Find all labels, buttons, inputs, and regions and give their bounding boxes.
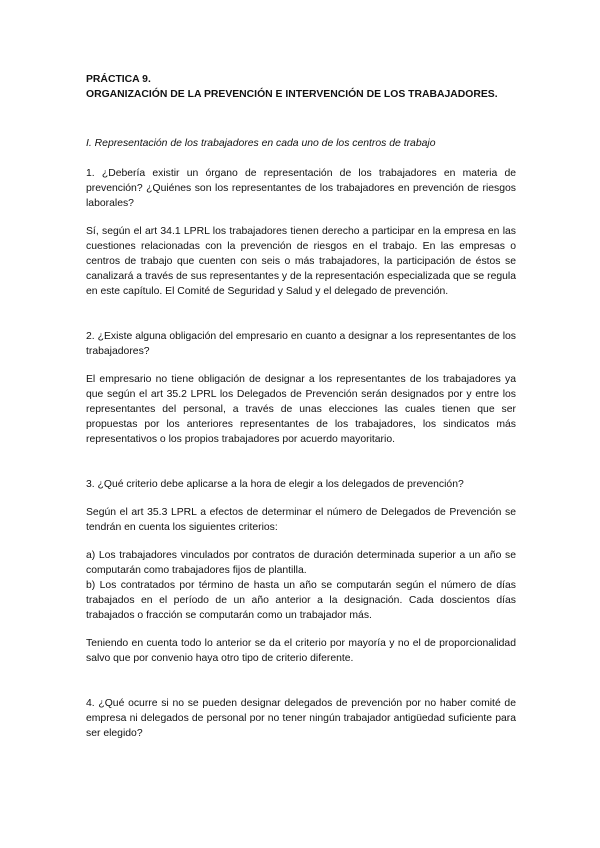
answer-1: Sí, según el art 34.1 LPRL los trabajadores tienen derecho a participar en la empresa en las cuestiones relacionadas con la prevención de riesgos en el trabajo. En las empresas o centros de trabajo que cuenten con seis o más trabajadores, la participación de éstos se canalizará a través de sus representantes y de la representación especializada que se regula en este capítulo. El Comité de Seguridad y Salud y el delegado de prevención. (86, 226, 516, 297)
criterion-b: b) Los contratados por término de hasta un año se computarán según el número de días trabajados en el período de un año anterior a la designación. Cada doscientos días trabajados o fracción se computarán como un trabajador más. (86, 580, 516, 621)
answer-3: Según el art 35.3 LPRL a efectos de determinar el número de Delegados de Prevención se tendrán en cuenta los siguientes criterios: (86, 507, 516, 533)
question-1: 1. ¿Debería existir un órgano de representación de los trabajadores en materia de prevención? ¿Quiénes son los representantes de los trabajadores en prevención de riesgos laborales? (86, 168, 516, 209)
section-heading: I. Representación de los trabajadores en cada uno de los centros de trabajo (86, 138, 436, 149)
practice-subtitle: ORGANIZACIÓN DE LA PREVENCIÓN E INTERVENCIÓN DE LOS TRABAJADORES. (86, 89, 498, 100)
criterion-a: a) Los trabajadores vinculados por contratos de duración determinada superior a un año se computarán como trabajadores fijos de plantilla. (86, 550, 516, 576)
document-body (86, 72, 516, 741)
practice-title: PRÁCTICA 9. (86, 74, 151, 85)
question-2: 2. ¿Existe alguna obligación del empresario en cuanto a designar a los representantes de los trabajadores? (86, 331, 516, 357)
question-4: 4. ¿Qué ocurre si no se pueden designar delegados de prevención por no haber comité de empresa ni delegados de personal por no tener ningún trabajador antigüedad suficiente para ser elegido? (86, 698, 516, 739)
answer-2: El empresario no tiene obligación de designar a los representantes de los trabajadores ya que según el art 35.2 LPRL los Delegados de Prevención serán designados por y entre los representantes del personal, a través de unas elecciones las cuales tienen que ser propuestas por los anteriores representantes de los trabajadores, los sindicatos más representativos o los propios trabajadores por acuerdo mayoritario. (86, 374, 516, 445)
question-3: 3. ¿Qué criterio debe aplicarse a la hora de elegir a los delegados de prevención? (86, 479, 464, 490)
answer-3-conclusion: Teniendo en cuenta todo lo anterior se da el criterio por mayoría y no el de proporcionalidad salvo que por convenio haya otro tipo de criterio diferente. (86, 638, 516, 664)
